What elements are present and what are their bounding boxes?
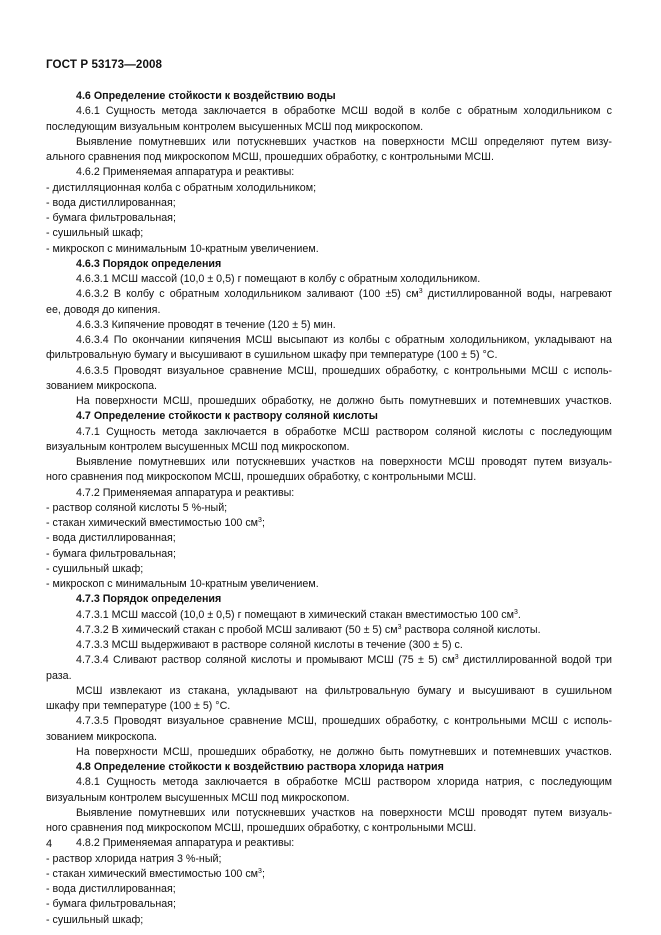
text-line: визуальным контролем высушенных МСШ под микроскопом. <box>46 791 350 804</box>
page-number: 4 <box>46 838 53 850</box>
text-line: - дистилляционная колба с обратным холодильником; <box>46 181 317 194</box>
text-line: ее, доводя до кипения. <box>46 303 161 316</box>
text-line: На поверхности МСШ, прошедших обработку, не должно быть помутневших и потемневших участков. <box>76 745 612 758</box>
text-line: На поверхности МСШ, прошедших обработку, не должно быть помутневших и потемневших участков. <box>76 395 612 407</box>
text-line: ного сравнения под микроскопом МСШ, прошедших обработку, с контрольными МСШ. <box>46 822 477 834</box>
section-heading: 4.6.3 Порядок определения <box>76 257 222 270</box>
text-line: 4.6.3.2 В колбу с обратным холодильником заливают (100 ±5) $см^3$ дистиллированной воды, нагревают <box>76 288 612 301</box>
superscript: 3 <box>454 654 459 662</box>
text-line: 4.6.3.3 Кипячение проводят в течение (120 ± 5) мин. <box>76 318 336 331</box>
text-line: - стакан химический вместимостью 100 $см^3$; <box>46 867 265 880</box>
text-line: - бумага фильтровальная; <box>46 898 176 911</box>
text-line: фильтровальную бумагу и высушивают в сушильном шкафу при температуре (100 ± 5) °С. <box>46 349 498 362</box>
text-line: - вода дистиллированная; <box>46 883 176 895</box>
document-header-code: ГОСТ Р 53173—2008 <box>46 58 163 71</box>
text-line: 4.7.3.3 МСШ выдерживают в растворе соляной кислоты в течение (300 ± 5) с. <box>76 639 463 651</box>
superscript: 3 <box>513 608 518 616</box>
text-line: 4.7.2 Применяемая аппаратура и реактивы: <box>76 486 295 499</box>
text-line: - сушильный шкаф; <box>46 913 144 926</box>
text-line: - вода дистиллированная; <box>46 532 176 545</box>
text-line: 4.7.3.5 Проводят визуальное сравнение МСШ, прошедших обработку, с контрольными МСШ с исполь- <box>76 715 612 728</box>
text-line: 4.6.3.5 Проводят визуальное сравнение МСШ, прошедших обработку, с контрольными МСШ с исполь- <box>76 364 612 377</box>
text-line: последующим визуальным контролем высушенных МСШ под микроскопом. <box>46 120 424 133</box>
text-line: - бумага фильтровальная; <box>46 212 176 224</box>
text-line: - сушильный шкаф; <box>46 562 144 575</box>
text-line: 4.6.3.4 По окончании кипячения МСШ высыпают из колбы с обратным холодильником, укладывают на <box>76 334 612 346</box>
text-line: - вода дистиллированная; <box>46 196 176 209</box>
text-line: 4.8.1 Сущность метода заключается в обработке МСШ раствором хлорида натрия, с последующим <box>76 776 612 789</box>
text-line: 4.7.3.4 Сливают раствор соляной кислоты и промывают МСШ (75 ± 5) $см^3$ дистиллированной водой три <box>76 654 612 667</box>
text-line: зованием микроскопа. <box>46 730 158 743</box>
text-line: ного сравнения под микроскопом МСШ, прошедших обработку, с контрольными МСШ. <box>46 471 477 484</box>
text-line: зованием микроскопа. <box>46 379 158 392</box>
section-heading: 4.8 Определение стойкости к воздействию раствора хлорида натрия <box>76 761 444 773</box>
text-line: - микроскоп с минимальным 10-кратным увеличением. <box>46 242 319 255</box>
text-line: ального сравнения под микроскопом МСШ, прошедших обработку, с контрольными МСШ. <box>46 151 494 163</box>
text-line: 4.8.2 Применяемая аппаратура и реактивы: <box>76 837 295 850</box>
section-heading: 4.6 Определение стойкости к воздействию воды <box>76 90 336 102</box>
text-line: - микроскоп с минимальным 10-кратным увеличением. <box>46 578 319 590</box>
text-line: 4.6.2 Применяемая аппаратура и реактивы: <box>76 166 295 179</box>
text-line: - раствор хлорида натрия 3 %-ный; <box>46 852 222 865</box>
text-line: 4.6.1 Сущность метода заключается в обработке МСШ водой в колбе с обратным холодильником с <box>76 105 612 118</box>
text-line: - раствор соляной кислоты 5 %-ный; <box>46 501 228 514</box>
superscript: 3 <box>258 517 262 524</box>
text-line: Выявление помутневших или потускневших участков на поверхности МСШ проводят путем визуаль- <box>76 806 612 819</box>
superscript: 3 <box>418 288 423 296</box>
text-line: 4.7.1 Сущность метода заключается в обработке МСШ раствором соляной кислоты с последующим <box>76 425 612 438</box>
document-body <box>46 89 612 928</box>
text-line: 4.6.3.1 МСШ массой (10,0 ± 0,5) г помещают в колбу с обратным холодильником. <box>76 273 481 285</box>
text-line: МСШ извлекают из стакана, укладывают на фильтровальную бумагу и высушивают в сушильном <box>76 684 612 697</box>
superscript: 3 <box>258 867 262 875</box>
section-heading: 4.7.3 Порядок определения <box>76 593 222 606</box>
superscript: 3 <box>397 623 402 631</box>
text-line: Выявление помутневших или потускневших участков на поверхности МСШ определяют путем визу- <box>76 135 612 148</box>
text-line: - бумага фильтровальная; <box>46 547 176 560</box>
text-line: шкафу при температуре (100 ± 5) °С. <box>46 700 231 712</box>
text-line: 4.7.3.2 В химический стакан с пробой МСШ заливают (50 ± 5) $см^3$ раствора соляной кислоты. <box>76 623 541 636</box>
section-heading: 4.7 Определение стойкости к раствору соляной кислоты <box>76 410 378 423</box>
text-line: визуальным контролем высушенных МСШ под микроскопом. <box>46 440 350 453</box>
text-line: раза. <box>46 669 72 682</box>
text-line: - сушильный шкаф; <box>46 227 144 240</box>
text-line: 4.7.3.1 МСШ массой (10,0 ± 0,5) г помещают в химический стакан вместимостью 100 $см^3$. <box>76 608 521 621</box>
text-line: Выявление помутневших или потускневших участков на поверхности МСШ проводят путем визуаль- <box>76 456 612 468</box>
text-line: - стакан химический вместимостью 100 $см^3$; <box>46 517 265 529</box>
